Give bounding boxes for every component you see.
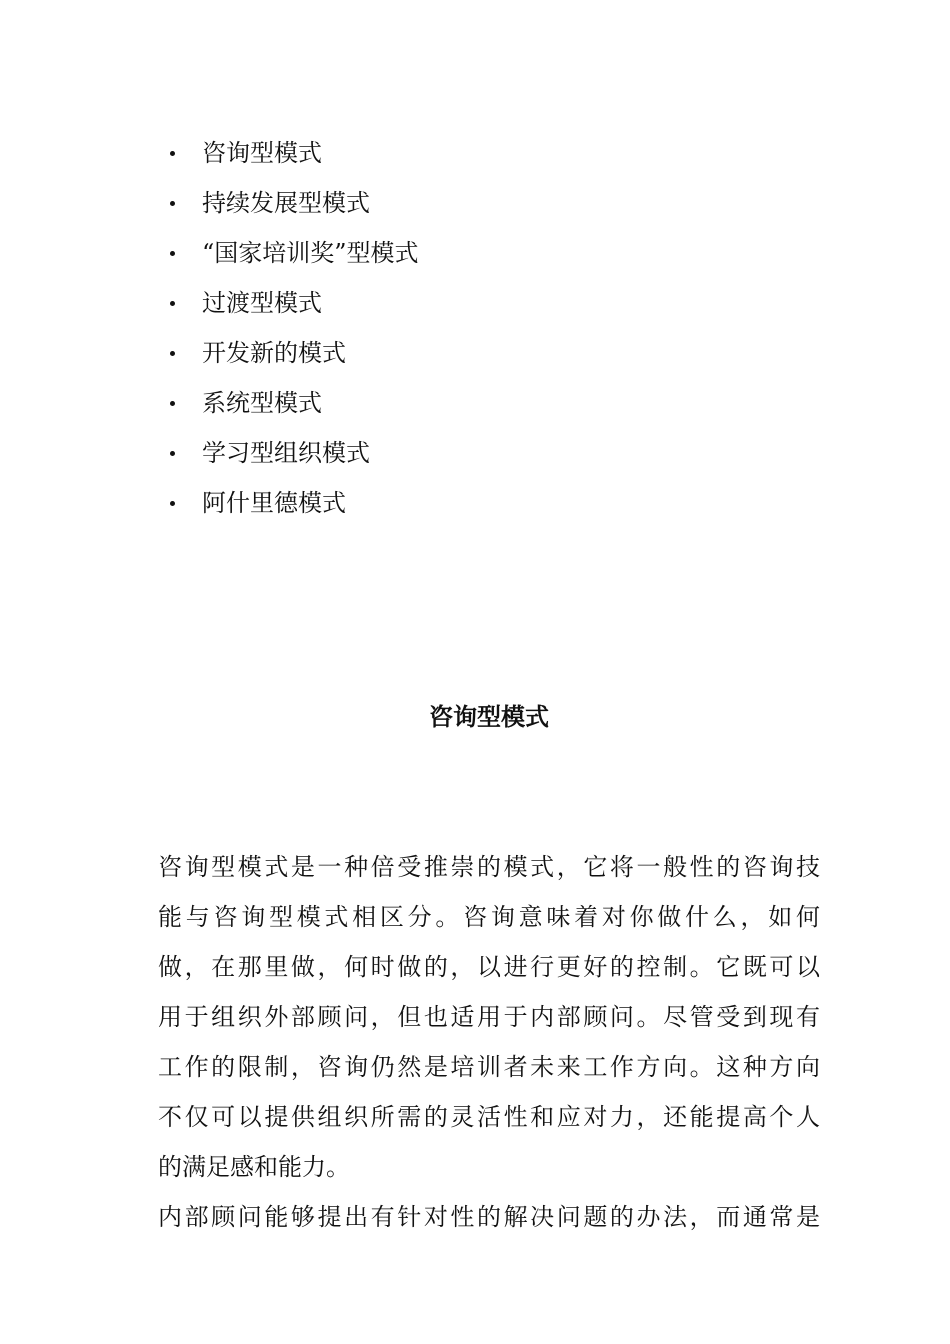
list-item [166,478,686,528]
list-item [166,128,686,178]
bullet-icon [170,201,175,206]
bullet-icon [170,401,175,406]
list-item-text: 过渡型模式 [202,289,322,317]
bullet-icon [170,251,175,256]
text-line: 的满足感和能力。 [158,1153,350,1181]
list-item [166,328,686,378]
bullet-icon [170,351,175,356]
list-item-text: 持续发展型模式 [202,189,370,217]
bullet-icon [170,451,175,456]
bullet-icon [170,151,175,156]
text-line: 能与咨询型模式相区分。咨询意味着对你做什么，如何 [158,903,820,931]
text-line: 咨询型模式是一种倍受推崇的模式，它将一般性的咨询技 [158,853,820,881]
list-item [166,178,686,228]
text-line: 用于组织外部顾问，但也适用于内部顾问。尽管受到现有 [158,1003,820,1031]
list-item-text: 阿什里德模式 [202,489,346,517]
list-item-text: 学习型组织模式 [202,439,370,467]
list-item [166,278,686,328]
bullet-icon [170,501,175,506]
text-line: 不仅可以提供组织所需的灵活性和应对力，还能提高个人 [158,1103,820,1131]
list-item-text: 系统型模式 [202,389,322,417]
text-line: 做，在那里做，何时做的，以进行更好的控制。它既可以 [158,953,820,981]
body-text [158,842,820,1242]
text-line: 内部顾问能够提出有针对性的解决问题的办法，而通常是 [158,1203,820,1231]
list-item-text: “国家培训奖”型模式 [202,239,419,267]
mode-list [166,128,686,528]
list-item-text: 开发新的模式 [202,339,346,367]
list-item [166,428,686,478]
paragraph [158,1192,820,1242]
list-item [166,378,686,428]
text-line: 工作的限制，咨询仍然是培训者未来工作方向。这种方向 [158,1053,820,1081]
list-item [166,228,686,278]
bullet-icon [170,301,175,306]
list-item-text: 咨询型模式 [202,139,322,167]
paragraph [158,842,820,1192]
section-heading: 咨询型模式 [429,702,549,731]
